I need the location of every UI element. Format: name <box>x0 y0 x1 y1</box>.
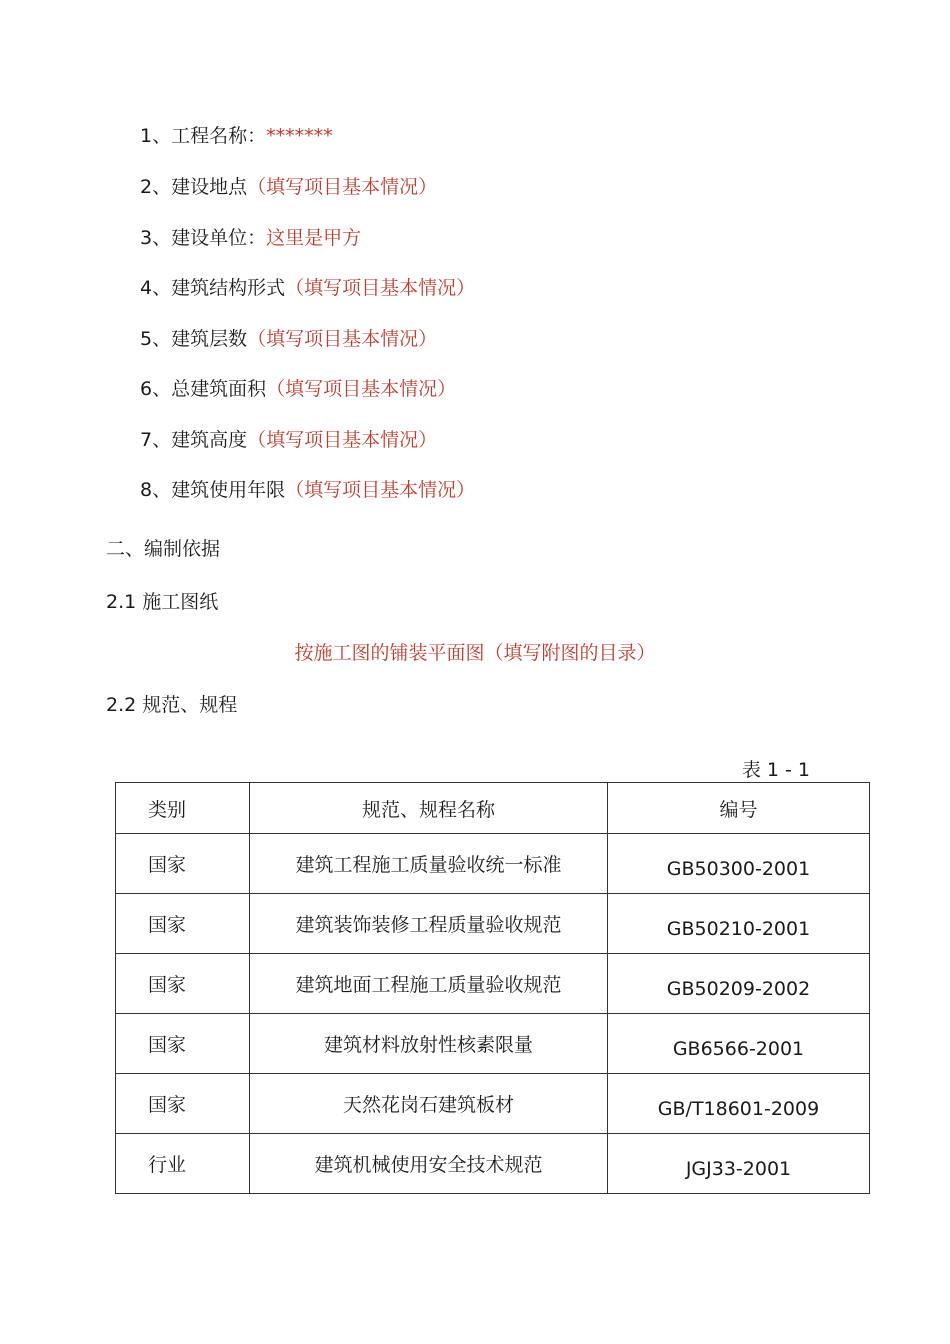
cell-category: 国家 <box>116 894 250 954</box>
table-row <box>116 1074 870 1134</box>
info-value: （填写项目基本情况） <box>285 277 476 299</box>
info-value: 这里是甲方 <box>266 227 362 249</box>
section-heading: 二、编制依据 <box>106 538 221 560</box>
info-value: （填写项目基本情况） <box>266 378 457 400</box>
cell-name: 建筑材料放射性核素限量 <box>250 1014 608 1074</box>
table-row <box>116 834 870 894</box>
info-item-project-name <box>140 124 333 148</box>
info-item-structure <box>140 276 475 300</box>
table-row <box>116 1014 870 1074</box>
info-label: 7、建筑高度 <box>140 429 248 451</box>
info-label: 6、总建筑面积 <box>140 378 267 400</box>
info-label: 5、建筑层数 <box>140 328 248 350</box>
cell-category: 行业 <box>116 1134 250 1194</box>
info-label: 2、建设地点 <box>140 176 248 198</box>
cell-code: GB/T18601-2009 <box>608 1074 870 1134</box>
info-label: 4、建筑结构形式 <box>140 277 286 299</box>
cell-name: 天然花岗石建筑板材 <box>250 1074 608 1134</box>
info-item-floors <box>140 327 437 351</box>
cell-code: GB50210-2001 <box>608 894 870 954</box>
cell-code: GB50300-2001 <box>608 834 870 894</box>
info-value: （填写项目基本情况） <box>247 429 438 451</box>
table-row <box>116 1134 870 1194</box>
table-header-row <box>116 783 870 834</box>
cell-category: 国家 <box>116 1074 250 1134</box>
table-row <box>116 954 870 1014</box>
cell-code: JGJ33-2001 <box>608 1134 870 1194</box>
info-item-area <box>140 377 456 401</box>
header-name: 规范、规程名称 <box>250 783 608 834</box>
drawing-note: 按施工图的铺装平面图（填写附图的目录） <box>294 642 656 664</box>
cell-category: 国家 <box>116 954 250 1014</box>
cell-name: 建筑工程施工质量验收统一标准 <box>250 834 608 894</box>
info-label: 1、工程名称： <box>140 125 267 147</box>
info-value: （填写项目基本情况） <box>285 479 476 501</box>
info-item-height <box>140 428 437 452</box>
cell-code: GB50209-2002 <box>608 954 870 1014</box>
info-item-owner <box>140 226 361 250</box>
cell-code: GB6566-2001 <box>608 1014 870 1074</box>
standards-table <box>115 782 870 1194</box>
cell-name: 建筑地面工程施工质量验收规范 <box>250 954 608 1014</box>
table-caption: 表 1 - 1 <box>741 759 810 781</box>
info-item-lifespan <box>140 478 475 502</box>
info-value: （填写项目基本情况） <box>247 176 438 198</box>
info-value: ******* <box>266 125 333 147</box>
subsection-drawings: 2.1 施工图纸 <box>106 591 219 613</box>
subsection-standards: 2.2 规范、规程 <box>106 694 238 716</box>
cell-name: 建筑装饰装修工程质量验收规范 <box>250 894 608 954</box>
header-category: 类别 <box>116 783 250 834</box>
info-item-location <box>140 175 437 199</box>
table-row <box>116 894 870 954</box>
info-value: （填写项目基本情况） <box>247 328 438 350</box>
header-code: 编号 <box>608 783 870 834</box>
cell-category: 国家 <box>116 834 250 894</box>
cell-category: 国家 <box>116 1014 250 1074</box>
info-label: 3、建设单位： <box>140 227 267 249</box>
cell-name: 建筑机械使用安全技术规范 <box>250 1134 608 1194</box>
info-label: 8、建筑使用年限 <box>140 479 286 501</box>
